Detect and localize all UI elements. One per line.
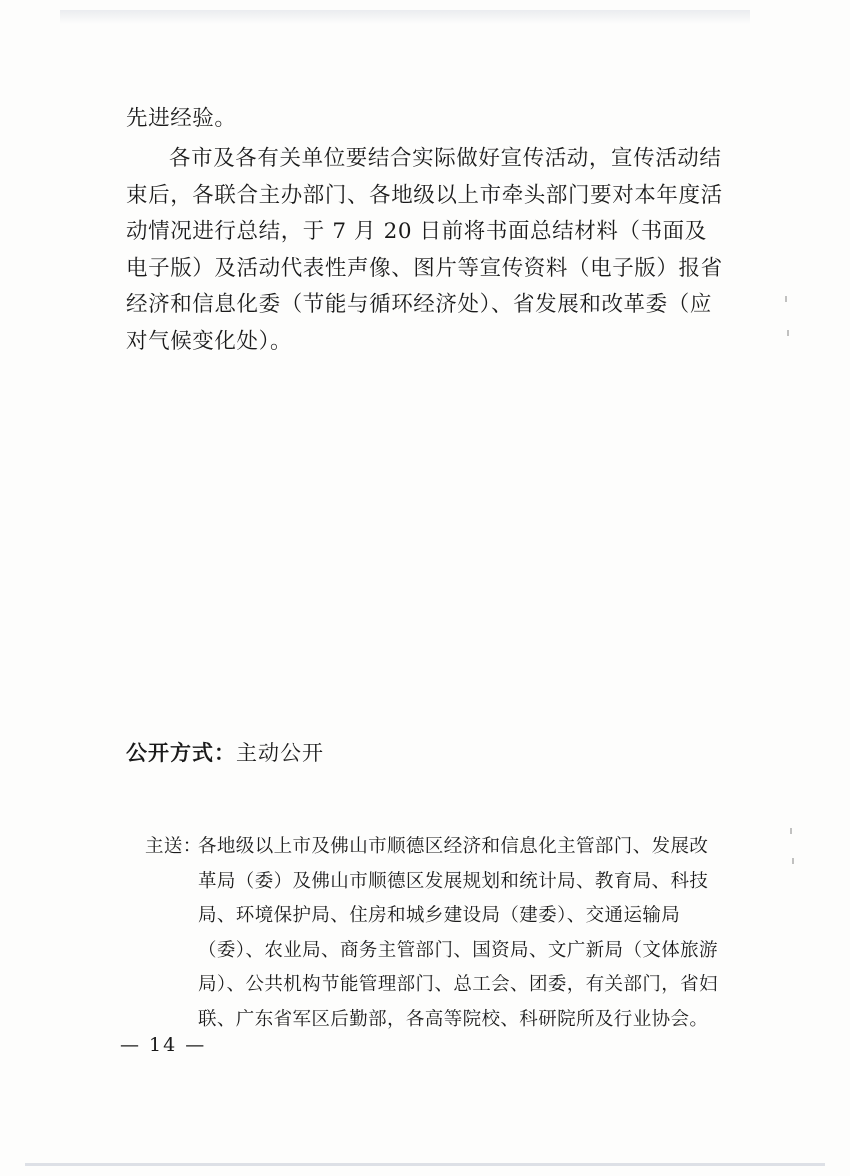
scan-edge-line: [25, 1163, 825, 1166]
scan-speck: [785, 296, 787, 302]
cc-recipients: 各地级以上市及佛山市顺德区经济和信息化主管部门、发展改革局（委）及佛山市顺德区发展规划和统计局、教育局、科技局、环境保护局、住房和城乡建设局（建委）、交通运输局（委）、农业局、商务主管部门、国资局、文广新局（文体旅游局）、公共机构节能管理部门、总工会、团委，有关部门，省妇联、广东省军区后勤部，各高等院校、科研院所及行业协会。: [198, 836, 718, 1030]
scan-artifact-band: [60, 10, 750, 24]
paragraph-continued: 先进经验。: [126, 106, 237, 131]
disclosure-value: 主动公开: [236, 741, 324, 765]
cc-label: 主送：: [145, 836, 202, 857]
disclosure-label: 公开方式：: [126, 741, 236, 765]
scan-speck: [790, 828, 792, 834]
scan-speck: [787, 330, 789, 336]
disclosure-line: [126, 737, 324, 767]
paragraph-main: 各市及各有关单位要结合实际做好宣传活动，宣传活动结束后，各联合主办部门、各地级以上市牵头部门要对本年度活动情况进行总结，于 7 月 20 日前将书面总结材料（书面及电子版）及活动代表性声像、图片等宣传资料（电子版）报省经济和信息化委（节能与循环经济处）、省发展和改革委（应对气候变化处）。: [126, 146, 723, 354]
page-number: — 14 —: [120, 1034, 207, 1056]
scan-speck: [792, 858, 794, 864]
